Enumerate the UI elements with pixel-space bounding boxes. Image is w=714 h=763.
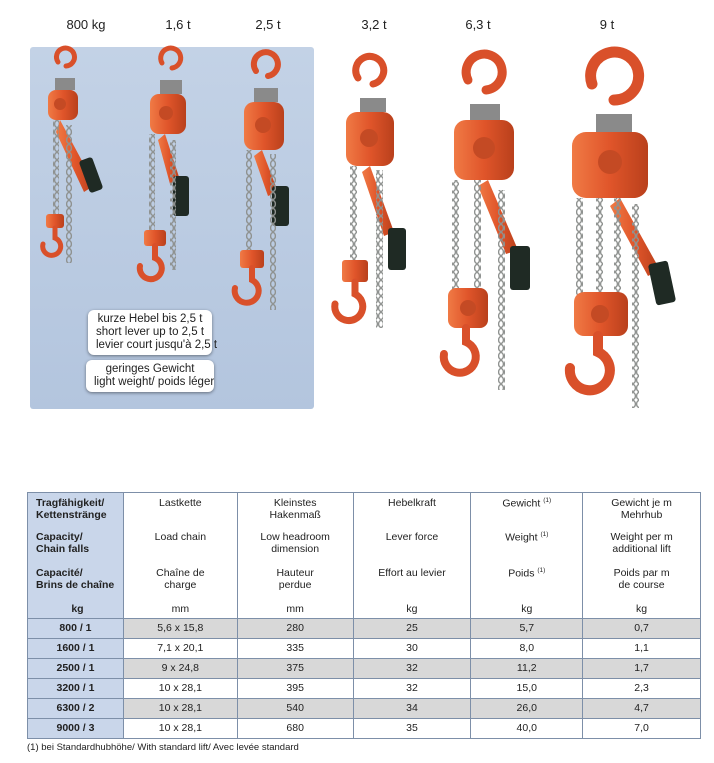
weight-cell: 8,0 [471, 638, 583, 658]
light-weight-note-de: geringes Gewicht [105, 363, 195, 375]
headroom-cell: 680 [237, 718, 353, 738]
header-weight-de: Gewicht $^{(1)}$ [471, 493, 583, 529]
table-row [28, 638, 701, 658]
headroom-cell: 375 [237, 658, 353, 678]
capacity-label-2-5t: 2,5 t [255, 17, 281, 32]
capacity-cell: 9000 / 3 [28, 718, 124, 738]
table-row [28, 618, 701, 638]
header-row-de [28, 493, 701, 529]
short-lever-note-de: kurze Hebel bis 2,5 t [97, 313, 203, 325]
header-capacity-de: Tragfähigkeit/ Kettenstränge [28, 493, 124, 529]
header-load-chain-en: Load chain [123, 529, 237, 565]
lever-force-cell: 30 [353, 638, 471, 658]
hoist-6-3t-image [444, 54, 530, 390]
capacity-label-6-3t: 6,3 t [465, 17, 491, 32]
table-row [28, 718, 701, 738]
header-load-chain-de: Lastkette [123, 493, 237, 529]
short-lever-note [88, 310, 218, 355]
header-lever-force-fr: Effort au levier [353, 565, 471, 601]
table-row [28, 678, 701, 698]
load-chain-cell: 10 x 28,1 [123, 718, 237, 738]
lever-force-cell: 32 [353, 658, 471, 678]
weight-per-m-cell: 2,3 [583, 678, 701, 698]
headroom-cell: 280 [237, 618, 353, 638]
weight-per-m-cell: 1,1 [583, 638, 701, 658]
header-row-en [28, 529, 701, 565]
hoist-1-6t-image [140, 48, 189, 279]
hoist-2-5t-image [235, 52, 289, 310]
hoist-9t-image [570, 52, 676, 408]
header-lever-force-de: Hebelkraft [353, 493, 471, 529]
capacity-cell: 3200 / 1 [28, 678, 124, 698]
load-chain-cell: 7,1 x 20,1 [123, 638, 237, 658]
hoist-800kg-image [43, 48, 104, 263]
header-load-chain-fr: Chaîne de charge [123, 565, 237, 601]
load-chain-cell: 10 x 28,1 [123, 698, 237, 718]
capacity-label-1-6t: 1,6 t [165, 17, 191, 32]
specification-table [27, 492, 701, 739]
weight-cell: 5,7 [471, 618, 583, 638]
capacity-label-3-2t: 3,2 t [361, 17, 387, 32]
load-chain-cell: 5,6 x 15,8 [123, 618, 237, 638]
unit-lever-force: kg [353, 601, 471, 619]
header-headroom-en: Low headroom dimension [237, 529, 353, 565]
hoist-3-2t-image [335, 56, 406, 328]
unit-headroom: mm [237, 601, 353, 619]
unit-capacity: kg [28, 601, 124, 619]
weight-cell: 11,2 [471, 658, 583, 678]
unit-weight-per-m: kg [583, 601, 701, 619]
header-weight-per-m-en: Weight per m additional lift [583, 529, 701, 565]
headroom-cell: 395 [237, 678, 353, 698]
header-capacity-en: Capacity/ Chain falls [28, 529, 124, 565]
header-capacity-fr: Capacité/ Brins de chaîne [28, 565, 124, 601]
weight-per-m-cell: 0,7 [583, 618, 701, 638]
header-headroom-fr: Hauteur perdue [237, 565, 353, 601]
weight-per-m-cell: 7,0 [583, 718, 701, 738]
lever-force-cell: 25 [353, 618, 471, 638]
lever-force-cell: 35 [353, 718, 471, 738]
weight-cell: 15,0 [471, 678, 583, 698]
weight-cell: 40,0 [471, 718, 583, 738]
headroom-cell: 540 [237, 698, 353, 718]
load-chain-cell: 9 x 24,8 [123, 658, 237, 678]
header-weight-fr: Poids $^{(1)}$ [471, 565, 583, 601]
header-lever-force-en: Lever force [353, 529, 471, 565]
capacity-cell: 6300 / 2 [28, 698, 124, 718]
capacity-cell: 2500 / 1 [28, 658, 124, 678]
weight-per-m-cell: 4,7 [583, 698, 701, 718]
headroom-cell: 335 [237, 638, 353, 658]
capacity-cell: 800 / 1 [28, 618, 124, 638]
unit-load-chain: mm [123, 601, 237, 619]
short-lever-note-fr: levier court jusqu'à 2,5 t [96, 339, 218, 351]
lever-force-cell: 34 [353, 698, 471, 718]
short-lever-note-en: short lever up to 2,5 t [96, 326, 205, 338]
header-weight-en: Weight $^{(1)}$ [471, 529, 583, 565]
capacity-cell: 1600 / 1 [28, 638, 124, 658]
header-headroom-de: Kleinstes Hakenmaß [237, 493, 353, 529]
capacity-label-9t: 9 t [599, 17, 615, 32]
light-weight-note-en: light weight/ poids léger [94, 376, 215, 388]
load-chain-cell: 10 x 28,1 [123, 678, 237, 698]
light-weight-note [86, 360, 214, 392]
header-row-units [28, 601, 701, 619]
header-row-fr [28, 565, 701, 601]
footnote: (1) bei Standardhubhöhe/ With standard lift/ Avec levée standard [27, 742, 299, 753]
weight-per-m-cell: 1,7 [583, 658, 701, 678]
header-weight-per-m-fr: Poids par m de course [583, 565, 701, 601]
weight-cell: 26,0 [471, 698, 583, 718]
table-row [28, 698, 701, 718]
capacity-label-800kg: 800 kg [66, 17, 106, 32]
header-weight-per-m-de: Gewicht je m Mehrhub [583, 493, 701, 529]
table-row [28, 658, 701, 678]
unit-weight: kg [471, 601, 583, 619]
lever-force-cell: 32 [353, 678, 471, 698]
